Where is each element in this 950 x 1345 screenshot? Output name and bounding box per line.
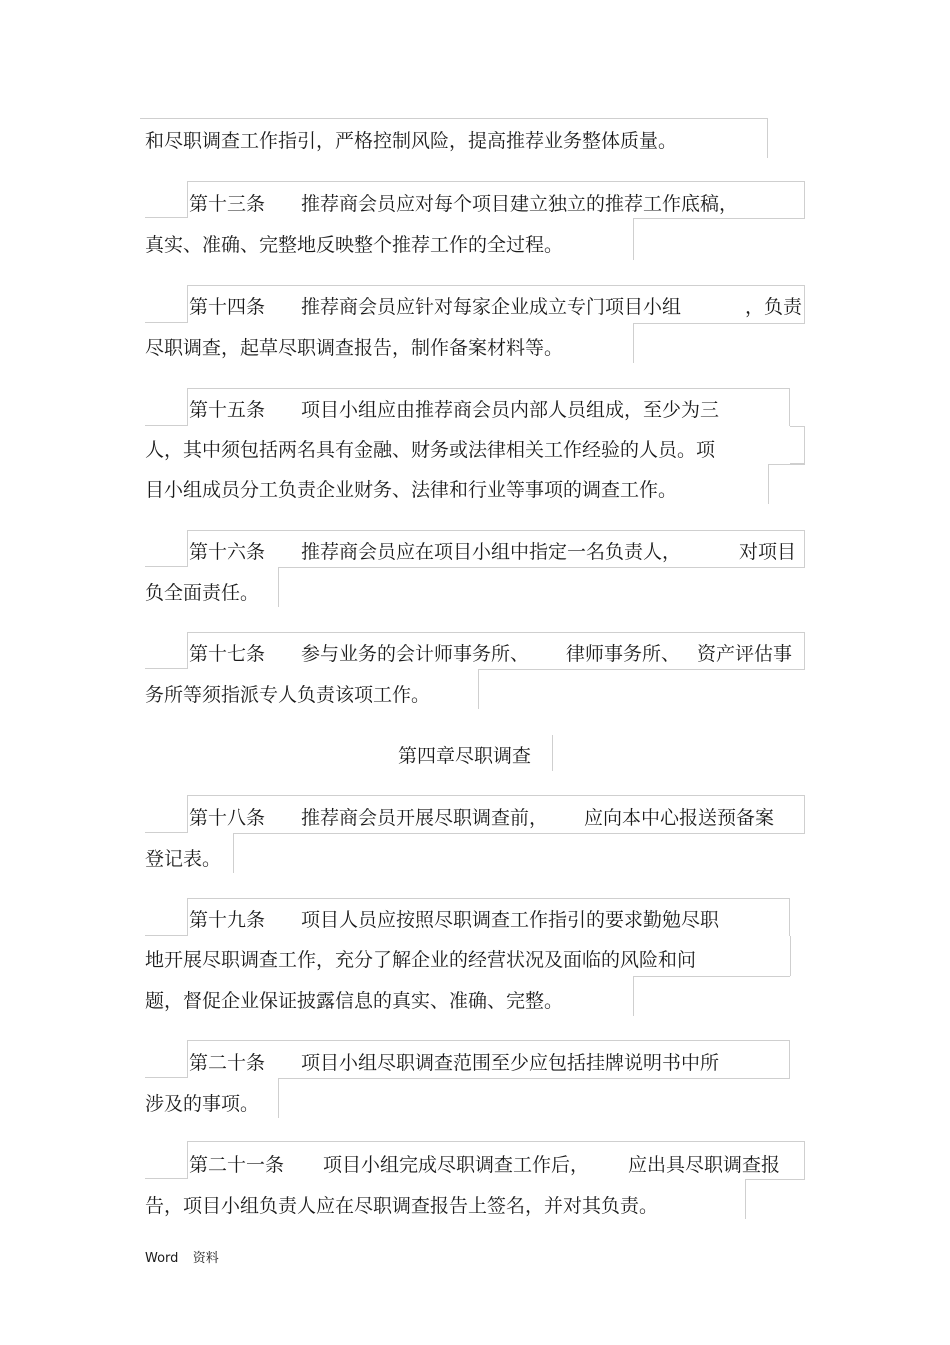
- article-label: 第二十一条: [189, 1154, 285, 1176]
- body-line: 项目小组应由推荐商会员内部人员组成，至少为三: [301, 399, 720, 421]
- page-footer: [145, 1250, 219, 1268]
- body-line: 项目小组完成尽职调查工作后，: [323, 1154, 590, 1176]
- frame-line: [145, 566, 187, 567]
- frame-line: [145, 425, 187, 426]
- body-line: 目小组成员分工负责企业财务、法律和行业等事项的调查工作。: [145, 479, 678, 501]
- article-label: 第十七条: [189, 643, 266, 665]
- frame-line: [233, 833, 234, 873]
- footer-label: 资料: [192, 1251, 219, 1266]
- article-label: 第二十条: [189, 1052, 266, 1074]
- frame-line: [745, 1179, 746, 1219]
- article-label: 第十八条: [189, 807, 266, 829]
- text-frame: [790, 936, 791, 976]
- text-frame: [790, 426, 805, 464]
- frame-line: [145, 217, 187, 218]
- frame-line: [145, 1178, 187, 1179]
- body-line: 参与业务的会计师事务所、: [301, 643, 530, 665]
- frame-line: [233, 833, 805, 834]
- article-label: 第十四条: [189, 296, 266, 318]
- frame-line: [278, 567, 279, 607]
- body-line: 真实、准确、完整地反映整个推荐工作的全过程。: [145, 234, 564, 256]
- body-line: 推荐商会员应对每个项目建立独立的推荐工作底稿，: [301, 193, 739, 215]
- frame-line: [478, 669, 479, 709]
- article-label: 第十九条: [189, 909, 266, 931]
- frame-line: [478, 669, 805, 670]
- frame-line: [145, 322, 187, 323]
- article-label: 第十六条: [189, 541, 266, 563]
- frame-line: [768, 464, 769, 504]
- body-line: 人，其中须包括两名具有金融、财务或法律相关工作经验的人员。项: [145, 439, 716, 461]
- body-line: 登记表。: [145, 848, 222, 870]
- frame-line: [633, 323, 805, 324]
- body-line: 务所等须指派专人负责该项工作。: [145, 684, 431, 706]
- frame-line: [633, 323, 634, 363]
- frame-line: [768, 464, 805, 465]
- body-line: 告，项目小组负责人应在尽职调查报告上签名，并对其负责。: [145, 1195, 659, 1217]
- body-line: 和尽职调查工作指引，严格控制风险，提高推荐业务整体质量。: [145, 130, 678, 152]
- frame-line: [633, 218, 805, 219]
- body-line: 项目人员应按照尽职调查工作指引的要求勤勉尽职: [301, 909, 720, 931]
- body-line: 项目小组尽职调查范围至少应包括挂牌说明书中所: [301, 1052, 720, 1074]
- body-line: 律师事务所、: [566, 643, 681, 665]
- body-line: 负全面责任。: [145, 582, 260, 604]
- frame-line: [633, 976, 790, 977]
- body-line: 涉及的事项。: [145, 1093, 260, 1115]
- body-line: 地开展尽职调查工作，充分了解企业的经营状况及面临的风险和问: [145, 949, 697, 971]
- body-line: ，负责: [745, 296, 803, 318]
- article-label: 第十五条: [189, 399, 266, 421]
- frame-line: [278, 567, 805, 568]
- body-line: 资产评估事: [697, 643, 793, 665]
- frame-line: [145, 668, 187, 669]
- frame-line: [145, 1077, 187, 1078]
- frame-line: [140, 118, 768, 119]
- body-line: 对项目: [739, 541, 797, 563]
- frame-line: [745, 1179, 805, 1180]
- frame-line: [145, 935, 187, 936]
- frame-line: [552, 735, 553, 771]
- frame-line: [278, 1078, 279, 1118]
- article-label: 第十三条: [189, 193, 266, 215]
- frame-line: [633, 976, 634, 1016]
- chapter-heading: 第四章尽职调查: [398, 745, 532, 767]
- frame-line: [278, 1078, 790, 1079]
- body-line: 推荐商会员应在项目小组中指定一名负责人，: [301, 541, 682, 563]
- frame-line: [633, 218, 634, 260]
- body-line: 题，督促企业保证披露信息的真实、准确、完整。: [145, 990, 564, 1012]
- body-line: 推荐商会员应针对每家企业成立专门项目小组: [301, 296, 682, 318]
- body-line: 推荐商会员开展尽职调查前，: [301, 807, 549, 829]
- body-line: 应向本中心报送预备案: [584, 807, 775, 829]
- body-line: 尽职调查，起草尽职调查报告，制作备案材料等。: [145, 337, 564, 359]
- frame-line: [145, 832, 187, 833]
- body-line: 应出具尽职调查报: [628, 1154, 781, 1176]
- footer-word: Word: [145, 1251, 179, 1266]
